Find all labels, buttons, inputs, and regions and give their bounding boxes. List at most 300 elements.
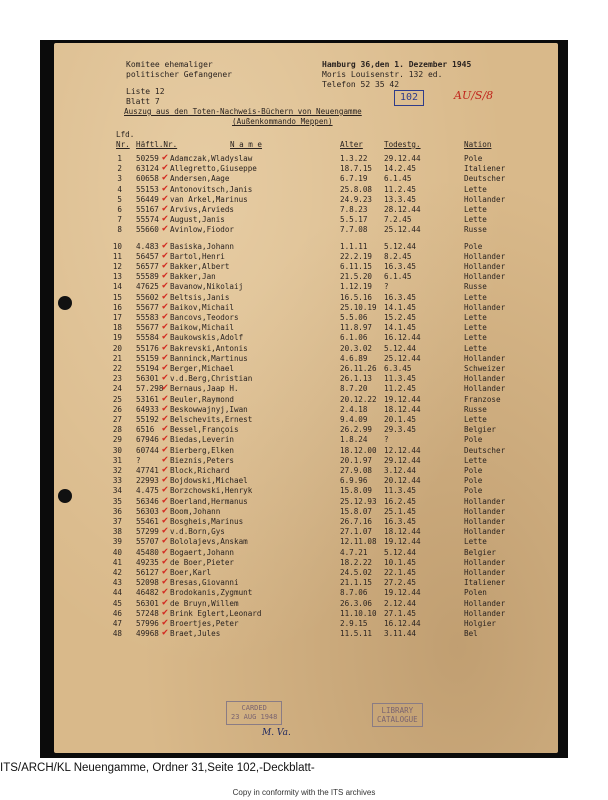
birth-date: 2.4.18 [340,404,368,414]
row-number: 28 [112,425,122,435]
birth-date: 25.8.08 [340,184,373,194]
birth-date: 1.12.19 [340,282,373,292]
table-row [54,619,554,628]
death-date: 29.3.45 [384,425,417,435]
check-mark-icon: ✔ [162,566,169,577]
check-mark-icon: ✔ [162,300,169,312]
birth-date: 27.9.08 [340,466,373,475]
check-mark-icon: ✔ [162,392,169,404]
prisoner-name: Boer,Karl [170,568,212,577]
table-row [54,384,554,393]
nationality: Pole [464,435,483,445]
prisoner-name: Arvivs,Arvieds [170,205,235,214]
check-mark-icon: ✔ [162,192,169,204]
birth-date: 26.11.26 [340,364,377,373]
row-number: 18 [112,323,122,333]
check-mark-icon: ✔ [162,311,169,322]
nationality: Bel [464,629,478,639]
birth-date: 20.3.02 [340,343,373,353]
prisoner-number: 56301 [136,374,159,384]
birth-date: 25.12.93 [340,496,377,506]
death-date: 14.2.45 [384,164,417,174]
nationality: Schweizer [464,364,506,373]
check-mark-icon: ✔ [162,162,169,174]
nationality: Hollander [464,353,506,363]
prisoner-name: August,Janis [170,215,225,225]
row-number: 33 [112,476,122,486]
row-number: 22 [112,364,122,373]
row-number: 43 [112,578,122,588]
prisoner-name: Beskowwajnyj,Iwan [170,404,248,414]
nationality: Hollander [464,527,506,537]
check-mark-icon: ✔ [162,596,169,608]
prisoner-number: 49968 [136,629,159,639]
check-mark-icon: ✔ [162,494,169,506]
birth-date: 11.5.11 [340,629,373,639]
prisoner-number: 55194 [136,364,159,373]
birth-date: 22.2.19 [340,251,373,261]
prisoner-number: 45480 [136,547,159,557]
nationality: Belgier [464,547,497,557]
prisoner-name: Bosgheis,Marinus [170,517,244,526]
check-mark-icon: ✔ [162,182,169,194]
birth-date: 20.1.97 [340,455,373,465]
nationality: Lette [464,415,487,424]
check-mark-icon: ✔ [162,213,169,225]
prisoner-name: Boom,Johann [170,506,221,516]
check-mark-icon: ✔ [162,545,169,557]
archive-caption: ITS/ARCH/KL Neuengamme, Ordner 31,Seite 102,-Deckblatt- [0,762,315,774]
prisoner-name: Brink Eglert,Leonard [170,608,262,618]
death-date: 11.2.45 [384,384,417,394]
birth-date: 11.10.10 [340,608,377,618]
list-number: Liste 12 [126,87,165,96]
nationality: Deutscher [464,445,506,455]
birth-date: 15.8.07 [340,506,373,516]
check-mark-icon: ✔ [162,515,169,526]
nationality: Lette [464,313,487,322]
check-mark-icon: ✔ [162,474,169,486]
birth-date: 21.1.15 [340,578,373,588]
check-mark-icon: ✔ [162,152,169,163]
check-mark-icon: ✔ [162,382,169,394]
prisoner-number: 55159 [136,353,159,363]
nationality: Lette [464,455,487,465]
prisoner-name: Bololajevs,Anskam [170,537,248,547]
table-row [54,282,554,291]
table-row [54,415,554,424]
row-number: 12 [112,262,122,271]
birth-date: 16.5.16 [340,292,373,302]
row-number: 41 [112,557,122,567]
table-row [54,453,554,465]
nationality: Lette [464,323,487,333]
table-row [54,629,554,638]
death-date: 11.3.45 [384,374,417,384]
death-date: 16.12.44 [384,619,421,628]
check-mark-icon: ✔ [162,402,169,414]
prisoner-name: Boerland,Hermanus [170,496,248,506]
row-number: 36 [112,506,122,516]
row-number: 13 [112,272,122,282]
nationality: Hollander [464,517,506,526]
check-mark-icon: ✔ [162,555,169,567]
table-row [54,290,554,302]
prisoner-name: Bessel,François [170,425,239,435]
prisoner-number: 55589 [136,272,159,282]
death-date: 16.2.45 [384,496,417,506]
prisoner-name: Bierberg,Elken [170,445,235,455]
check-mark-icon: ✔ [162,627,169,639]
birth-date: 15.8.09 [340,486,373,496]
nationality: Lette [464,184,487,194]
prisoner-name: Beuler,Raymond [170,394,235,404]
prisoner-name: Bartol,Henri [170,251,225,261]
nationality: Italiener [464,578,506,588]
death-date: 19.12.44 [384,537,421,547]
row-number: 1 [117,154,122,163]
library-stamp-line-1: LIBRARY [381,706,414,715]
col-nr-header: Nr. [116,140,130,149]
prisoner-name: Baikov,Michail [170,302,235,312]
row-number: 14 [112,282,122,292]
nationality: Hollander [464,194,506,204]
table-row [54,154,554,163]
row-number: 45 [112,598,122,608]
table-row [54,323,554,332]
check-mark-icon: ✔ [162,504,169,516]
nationality: Hollander [464,598,506,608]
birth-date: 1.3.22 [340,154,368,163]
row-number: 21 [112,353,122,363]
table-row [54,443,554,455]
death-date: 12.12.44 [384,445,421,455]
table-row [54,402,554,414]
death-date: 16.3.45 [384,517,417,526]
prisoner-name: Allegretto,Giuseppe [170,164,257,174]
birth-date: 26.1.13 [340,374,373,384]
death-date: 18.12.44 [384,527,421,537]
table-row [54,364,554,373]
table-row [54,596,554,608]
death-date: 25.12.44 [384,353,421,363]
death-date: 19.12.44 [384,394,421,404]
row-number: 4 [117,184,122,194]
death-date: 6.1.45 [384,272,412,282]
table-row [54,374,554,383]
nationality: Pole [464,476,483,486]
check-mark-icon: ✔ [162,223,169,235]
row-number: 35 [112,496,122,506]
nationality: Pole [464,486,483,496]
birth-date: 18.2.22 [340,557,373,567]
birth-date: 11.8.97 [340,323,373,333]
prisoner-number: 50259 [136,154,159,163]
death-date: 20.1.45 [384,415,417,424]
prisoner-name: Biedas,Leverin [170,435,235,445]
check-mark-icon: ✔ [162,372,169,384]
prisoner-number: 6516 [136,425,155,435]
prisoner-name: Block,Richard [170,466,230,475]
birth-date: 8.7.20 [340,384,368,394]
table-row [54,262,554,271]
row-number: 39 [112,537,122,547]
death-date: 27.1.45 [384,608,417,618]
nationality: Hollander [464,496,506,506]
prisoner-number: 55153 [136,184,159,194]
check-mark-icon: ✔ [162,576,169,588]
prisoner-name: Borzchowski,Henryk [170,486,253,496]
check-mark-icon: ✔ [162,525,169,537]
row-number: 31 [112,455,122,465]
death-date: 3.12.44 [384,466,417,475]
prisoner-name: v.d.Born,Gys [170,527,225,537]
birth-date: 2.9.15 [340,619,368,628]
birth-date: 26.7.16 [340,517,373,526]
prisoner-name: Bakker,Albert [170,262,230,271]
death-date: 14.1.45 [384,323,417,333]
birth-date: 5.5.17 [340,215,368,225]
birth-date: 7.7.08 [340,225,368,235]
handwritten-reference: AU/S/8 [454,89,494,102]
prisoner-number: 55677 [136,302,159,312]
nationality: Pole [464,241,483,251]
row-number: 24 [112,384,122,394]
birth-date: 24.5.02 [340,568,373,577]
prisoner-number: 56301 [136,598,159,608]
row-number: 34 [112,486,122,496]
birth-date: 6.9.96 [340,476,368,486]
prisoner-name: de Bruyn,Willem [170,598,239,608]
check-mark-icon: ✔ [162,586,169,598]
prisoner-name: Bavanow,Nikolaij [170,282,244,292]
check-mark-icon: ✔ [162,260,169,271]
prisoner-name: Bojdowski,Michael [170,476,248,486]
death-date: 15.2.45 [384,313,417,322]
prisoner-name: Bresas,Giovanni [170,578,239,588]
birth-date: 18.12.00 [340,445,377,455]
check-mark-icon: ✔ [162,172,169,184]
nationality: Hollander [464,374,506,384]
prisoner-number: 55583 [136,313,159,322]
nationality: Pole [464,466,483,475]
col-lfd-header: Lfd. [116,130,135,139]
check-mark-icon: ✔ [162,331,169,343]
check-mark-icon: ✔ [162,617,169,628]
prisoner-number: ? [136,455,141,465]
row-number: 48 [112,629,122,639]
death-date: 8.2.45 [384,251,412,261]
check-mark-icon: ✔ [162,249,169,261]
row-number: 3 [117,174,122,184]
table-row [54,225,554,234]
death-date: 29.12.44 [384,154,421,163]
nationality: Belgier [464,425,497,435]
nationality: Deutscher [464,174,506,184]
nationality: Russe [464,225,487,235]
death-date: 5.12.44 [384,547,417,557]
prisoner-name: van Arkel,Marinus [170,194,248,204]
table-row [54,578,554,587]
birth-date: 24.9.23 [340,194,373,204]
table-row [54,272,554,281]
prisoner-number: 55192 [136,415,159,424]
nationality: Hollander [464,568,506,577]
birth-date: 26.3.06 [340,598,373,608]
nationality: Holgier [464,619,497,628]
row-number: 47 [112,619,122,628]
prisoner-number: 55602 [136,292,159,302]
prisoner-name: Broertjes,Peter [170,619,239,628]
phone-line: Telefon 52 35 42 [322,80,400,89]
table-row [54,192,554,204]
row-number: 20 [112,343,122,353]
prisoner-number: 60658 [136,174,159,184]
table-row [54,537,554,546]
prisoner-number: 67946 [136,435,159,445]
row-number: 27 [112,415,122,424]
death-date: 5.12.44 [384,241,417,251]
document-subtitle: (Außenkommando Meppen) [232,117,333,126]
table-row [54,300,554,312]
birth-date: 6.7.19 [340,174,368,184]
check-mark-icon: ✔ [162,351,169,363]
nationality: Lette [464,205,487,214]
table-row [54,174,554,183]
check-mark-icon: ✔ [162,239,169,251]
document-page [54,43,558,753]
prisoner-number: 55660 [136,225,159,235]
prisoner-number: 55167 [136,205,159,214]
death-date: 11.3.45 [384,486,417,496]
table-row [54,568,554,577]
birth-date: 4.6.89 [340,353,368,363]
table-row [54,435,554,444]
death-date: 16.12.44 [384,333,421,343]
check-mark-icon: ✔ [162,203,169,214]
prisoner-name: Banninck,Martinus [170,353,248,363]
prisoner-name: Bakrevski,Antonis [170,343,248,353]
prisoner-number: 49235 [136,557,159,567]
prisoner-number: 57248 [136,608,159,618]
birth-date: 6.1.06 [340,333,368,343]
table-row [54,205,554,214]
death-date: 16.3.45 [384,262,417,271]
death-date: 2.12.44 [384,598,417,608]
prisoner-name: Antonovitsch,Janis [170,184,253,194]
birth-date: 6.11.15 [340,262,373,271]
check-mark-icon: ✔ [162,280,169,292]
org-line-2: politischer Gefangener [126,70,232,79]
prisoner-name: Bancovs,Teodors [170,313,239,322]
prisoner-number: 4.475 [136,486,159,496]
check-mark-icon: ✔ [162,433,169,445]
prisoner-name: Avinlow,Fiodor [170,225,235,235]
table-row [54,494,554,506]
row-number: 42 [112,568,122,577]
prisoner-number: 56449 [136,194,159,204]
prisoner-name: Bieznis,Peters [170,455,235,465]
death-date: 3.11.44 [384,629,417,639]
prisoner-name: Andersen,Aage [170,174,230,184]
check-mark-icon: ✔ [162,423,169,435]
address-line: Moris Louisenstr. 132 ed. [322,70,443,79]
prisoner-name: v.d.Berg,Christian [170,374,253,384]
death-date: 27.2.45 [384,578,417,588]
death-date: 25.1.45 [384,506,417,516]
check-mark-icon: ✔ [162,484,169,496]
prisoner-number: 4.483 [136,241,159,251]
prisoner-number: 55584 [136,333,159,343]
prisoner-number: 52098 [136,578,159,588]
city-date-line: Hamburg 36,den 1. Dezember 1945 [322,60,472,69]
table-row [54,164,554,173]
row-number: 46 [112,608,122,618]
birth-date: 7.8.23 [340,205,368,214]
death-date: 6.1.45 [384,174,412,184]
birth-date: 12.11.08 [340,537,377,547]
check-mark-icon: ✔ [162,535,169,547]
death-date: 11.2.45 [384,184,417,194]
table-row [54,555,554,567]
sheet-number: Blatt 7 [126,97,160,106]
row-number: 40 [112,547,122,557]
nationality: Lette [464,343,487,353]
prisoner-number: 22993 [136,476,159,486]
nationality: Hollander [464,262,506,271]
table-row [54,425,554,434]
birth-date: 18.7.15 [340,164,373,174]
col-name-header: N a m e [230,140,263,149]
death-date: 13.3.45 [384,194,417,204]
row-number: 32 [112,466,122,475]
prisoner-name: Baikow,Michail [170,323,235,333]
prisoner-number: 60744 [136,445,159,455]
prisoner-number: 47741 [136,466,159,475]
check-mark-icon: ✔ [162,453,169,465]
death-date: 19.12.44 [384,588,421,598]
row-number: 25 [112,394,122,404]
prisoner-name: Bakker,Jan [170,272,216,282]
death-date: ? [384,282,389,292]
row-number: 15 [112,292,122,302]
death-date: ? [384,435,389,445]
birth-date: 27.1.07 [340,527,373,537]
table-row [54,476,554,485]
table-row [54,504,554,516]
row-number: 6 [117,205,122,214]
nationality: Lette [464,333,487,343]
table-row [54,486,554,495]
col-haftl-header: Häftl.Nr. [136,140,178,149]
death-date: 10.1.45 [384,557,417,567]
nationality: Hollander [464,272,506,282]
row-number: 5 [117,194,122,204]
prisoner-number: 55176 [136,343,159,353]
library-stamp-line-2: CATALOGUE [377,715,418,724]
nationality: Lette [464,292,487,302]
table-row [54,588,554,597]
check-mark-icon: ✔ [162,464,169,475]
prisoner-name: Baukowskis,Adolf [170,333,244,343]
check-mark-icon: ✔ [162,321,169,333]
birth-date: 20.12.22 [340,394,377,404]
row-number: 17 [112,313,122,322]
row-number: 26 [112,404,122,414]
birth-date: 1.1.11 [340,241,368,251]
check-mark-icon: ✔ [162,341,169,353]
prisoner-name: Braet,Jules [170,629,221,639]
